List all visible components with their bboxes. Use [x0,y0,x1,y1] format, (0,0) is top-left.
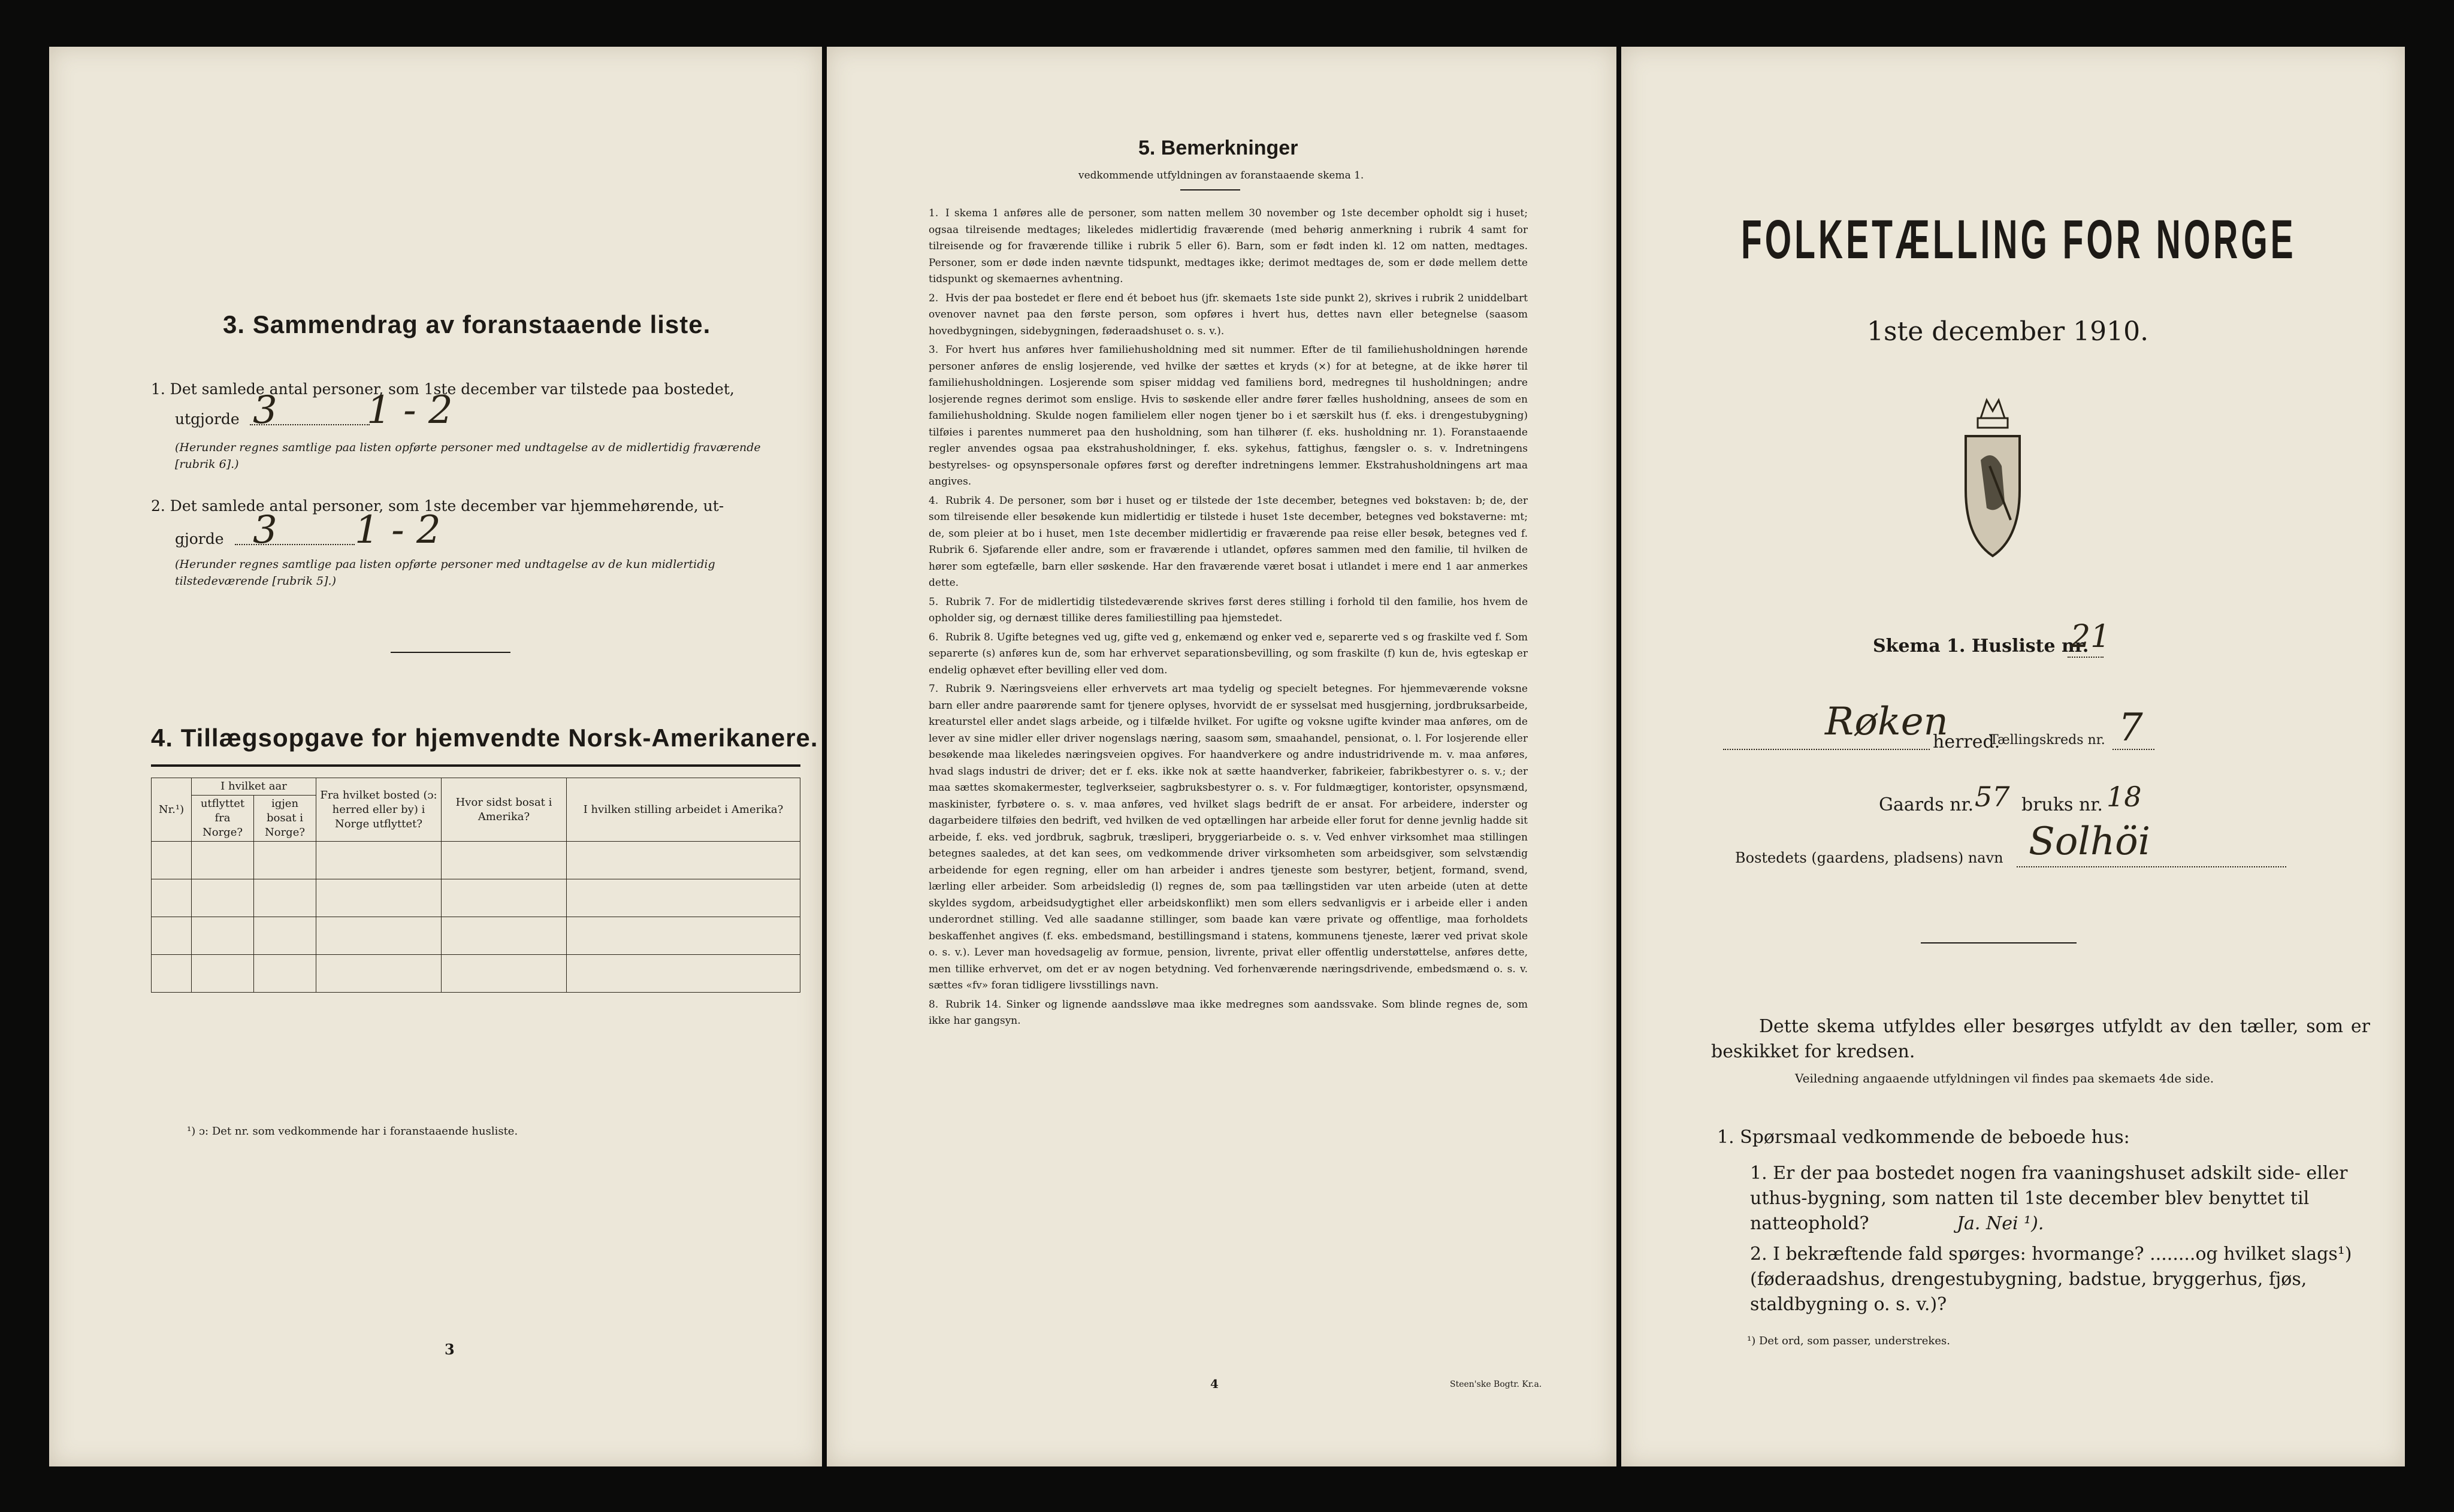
table-row [152,879,800,917]
bruks-label: bruks nr. [2021,794,2103,815]
item-2-note: (Herunder regnes samtlige paa listen opførte personer med undtagelse av de kun midlertidig tilstedeværende [rubrik 5].) [175,558,715,588]
bosted-hand: Solhöi [2029,819,2151,864]
bosted-line [2017,866,2286,867]
remarks-list [929,205,1528,1032]
kreds-hand: 7 [2118,706,2143,750]
page-4 [827,47,1616,1466]
q1-heading: 1. Spørsmaal vedkommende de beboede hus: [1717,1127,2130,1148]
skema-label: Skema 1. Husliste nr. [1873,636,2089,657]
item-1-hand-total: 3 [253,388,277,433]
form-title: FOLKETÆLLING FOR NORGE [1741,209,2296,270]
bosted-label: Bostedets (gaardens, pladsens) navn [1735,849,2003,866]
remark-text: Rubrik 7. For de midlertidig tilstedeværende skrives først deres stilling i forhold til den familie, hos hvem de opholder sig, og dernæst tillike deres familiestilling paa hjemstedet. [929,595,1528,624]
remark-text: For hvert hus anføres hver familiehusholdning med sit nummer. Efter de til familiehusholdningen hørende personer anføres de enslig losjerende, ved hvilke der sættes et kryds (×) for at betegne, at de ikke hører til familiehusholdningen. Losjerende som spiser middag ved familiens bord, medregnes til husholdningen; andre losjerende regnes derimot som enslige. Hvis to søskende eller andre fører fælles husholdning, ansees de som en familiehusholdning. Skulde nogen familielem eller nogen tjener bo i et særskilt hus (f. eks. i drengestubygning) tilføies i parentes nummeret paa den husholdning, som han tilhører (f. eks. husholdning nr. 1). Foranstaaende regler anvendes ogsaa paa ekstrahusholdninger, f. eks. sykehus, fattighus, fængsler o. s. v. Indretningens bestyrelses- og opsynspersonale opføres først og derefter indretningens lemmer. Ekstrahusholdningens art maa angives. [929,344,1528,488]
page-1 [1621,47,2405,1466]
col-utflyttet: utflyttet fra Norge? [192,796,254,842]
husliste-number: 21 [2071,619,2111,655]
herred-label: herred. [1933,731,2000,752]
remark-number: 7. [929,683,939,695]
section-4-heading: 4. Tillægsopgave for hjemvendte Norsk-Amerikanere. [151,724,818,752]
remark-item [929,291,1528,340]
col-group-aar: I hvilket aar [192,778,316,796]
instruction-text: Dette skema utfyldes eller besørges utfyldt av den tæller, som er beskikket for kredsen. [1711,1016,2370,1062]
page-number: 4 [1210,1377,1219,1391]
printer-mark: Steen'ske Bogtr. Kr.a. [1450,1380,1542,1389]
herred-line [1723,749,1930,750]
item-1-hand-range: 1 - 2 [367,388,453,433]
col-hvor: Hvor sidst bosat i Amerika? [442,778,567,842]
bruks-hand: 18 [2107,781,2142,813]
remark-item [929,681,1528,994]
remark-text: Rubrik 8. Ugifte betegnes ved ug, gifte ved g, enkemænd og enker ved e, separerte ved s og fraskilte ved f. Som separerte (s) anføres kun de, som har erhvervet separationsbevilling, og som fraskilte (f) kun de, hvis egteskap er endelig ophævet efter bevilling eller ved dom. [929,631,1528,676]
norsk-amerikanere-table [151,778,800,993]
herred-hand: Røken [1825,700,1948,744]
remark-text: Rubrik 14. Sinker og lignende aandssløve maa ikke medregnes som aandssvake. Som blinde regnes de, som ikke har gangsyn. [929,998,1528,1027]
page-3 [49,47,822,1466]
table-footnote: ¹) ɔ: Det nr. som vedkommende har i foranstaaende husliste. [187,1125,518,1138]
remark-item [929,594,1528,627]
remark-text: I skema 1 anføres alle de personer, som natten mellem 30 november og 1ste december opholdt sig i huset; ogsaa tilreisende medtages; likeledes midlertidig fraværende (med behørig anmerkning i rubrik 4 samt for tilreisende og for fraværende tillike i rubrik 5 eller 6). Barn, som er født inden kl. 12 om natten, medtages. Personer, som er døde inden nævnte tidspunkt, medtages ikke; derimot medtages de, som er døde mellem dette tidspunkt og skemaernes avhentning. [929,207,1528,285]
remark-number: 2. [929,292,939,304]
remark-item [929,630,1528,679]
gaards-hand: 57 [1975,781,2010,813]
kreds-label: Tællingskreds nr. [1990,733,2105,748]
divider [391,652,510,653]
remarks-subheading: vedkommende utfyldningen av foranstaaende skema 1. [1078,170,1364,182]
remark-item [929,342,1528,491]
col-nr: Nr.¹) [152,778,192,842]
veiledning-text: Veiledning angaaende utfyldningen vil findes paa skemaets 4de side. [1795,1071,2214,1085]
q1-2-text: 2. I bekræftende fald spørges: hvormange? ........og hvilket slags¹) (føderaadshus, drengestubygning, badstue, bryggerhus, fjøs, staldbygning o. s. v.)? [1750,1244,2352,1315]
remark-item [929,997,1528,1030]
form-date: 1ste december 1910. [1867,316,2149,347]
remark-number: 6. [929,631,939,643]
remark-item [929,205,1528,288]
item-2-hand-range: 1 - 2 [355,508,441,552]
ornament-divider [1921,942,2077,944]
remark-number: 5. [929,595,939,608]
item-2-utgjorde: gjorde [175,530,224,548]
remark-text: Rubrik 9. Næringsveiens eller erhvervets art maa tydelig og specielt betegnes. For hjemmeværende voksne barn eller andre paarørende samt for tjenere oplyses, hvorvidt de er sysselsat med husgjerning, jordbruksarbeide, kreaturstel eller andet slags arbeide, og i tilfælde hvilket. For ugifte og voksne ugifte kvinder maa anføres, om de lever av sine midler eller driver nogenslags næring, saasom søm, smaahandel, pensionat, o. l. For losjerende eller besøkende maa likeledes næringsveien opgives. For haandverkere og andre industridrivende m. v. maa anføres, hvad slags industri de driver; det er f. eks. ikke nok at sætte haandverker, fabrikeier, fabrikbestyrer o. s. v.; der maa sættes skomakermester, teglverkseier, sagbruksbestyrer o. s. v. For fuldmægtiger, kontorister, opsynsmænd, maskinister, fyrbøtere o. s. v. maa anføres, ved hvilket slags bedrift de er ansat. For arbeidere, inderster og dagarbeidere tilføies den bedrift, ved hvilken de ved optællingen har arbeide eller forut for denne jevnlig hadde sit arbeide, f. eks. ved jordbruk, sagbruk, træsliperi, bryggeriarbeide o. s. v. Ved enhver virksomhet maa stillingen betegnes saaledes, at det kan sees, om vedkommende driver virksomheten som arbeidsgiver, som selvstændig arbeidende for egen regning, eller om han arbeider i andres tjeneste som bestyrer, betjent, formand, svend, lærling eller arbeider. Som arbeidsledig (l) regnes de, som paa tællingstiden var uten arbeide (uten at dette skyldes sygdom, arbeidsudygtighet eller arbeidskonflikt) men som ellers sedvanligvis er i arbeide eller i anden underordnet stilling. Ved alle saadanne stillinger, som baade kan være private og offentlige, maa forholdets beskaffenhet angives (f. eks. embedsmand, bestillingsmand i statens, kommunens tjeneste, lærer ved privat skole o. s. v.). Lever man hovedsagelig av formue, pension, livrente, privat eller offentlig understøttelse, anføres dette, men tillike erhvervet, om det er av nogen betydning. Ved forhenværende næringsdrivende, embedsmænd o. s. v. sættes «fv» foran tidligere livsstillings navn. [929,683,1528,991]
remark-item [929,493,1528,592]
q1-1-answer: Ja. Nei ¹). [1957,1213,2044,1234]
page-number: 3 [445,1341,455,1358]
page1-footnote: ¹) Det ord, som passer, understrekes. [1747,1335,1950,1347]
remark-number: 8. [929,998,939,1011]
remarks-divider [1180,189,1240,190]
item-2-text: 2. Det samlede antal personer, som 1ste december var hjemmehørende, ut- [151,497,724,515]
remark-text: Hvis der paa bostedet er flere end ét beboet hus (jfr. skemaets 1ste side punkt 2), skrives i rubrik 2 uniddelbart ovenover navnet paa den første person, som opføres i hvert hus, dettes navn eller betegnelse (saasom hovedbygningen, sidebygningen, føderaadshuset o. s. v.). [929,292,1528,337]
item-2-hand-total: 3 [253,508,277,552]
col-stilling: I hvilken stilling arbeidet i Amerika? [567,778,800,842]
col-igjen: igjen bosat i Norge? [254,796,316,842]
section-3-heading: 3. Sammendrag av foranstaaende liste. [223,310,711,338]
remark-number: 1. [929,207,939,219]
husliste-line [2068,657,2104,658]
remarks-heading: 5. Bemerkninger [1138,137,1298,159]
table-row [152,917,800,955]
table-top-rule [151,764,800,767]
table-row [152,955,800,993]
remark-number: 4. [929,494,939,507]
remark-number: 3. [929,344,939,356]
remark-text: Rubrik 4. De personer, som bør i huset og er tilstede der 1ste december, betegnes ved bokstaven: b; de, der som tilreisende eller besøkende kun midlertidig er tilstede i huset 1ste december, betegnes ved bokstaverne: mt; de, som pleier at bo i huset, men 1ste december midlertidig er fraværende paa reise eller besøk, betegnes ved f. Rubrik 6. Sjøfarende eller andre, som er fraværende i utlandet, opføres sammen med den familie, til hvilken de hører som egtefælle, barn eller søskende. Har den fraværende været bosat i utlandet i mere end 1 aar anmerkes dette. [929,494,1528,589]
col-fra: Fra hvilket bosted (ɔ: herred eller by) i Norge utflyttet? [316,778,442,842]
gaards-label: Gaards nr. [1879,794,1974,815]
coat-of-arms-icon [1954,394,2032,562]
item-1-utgjorde: utgjorde [175,410,240,428]
item-1-note: (Herunder regnes samtlige paa listen opførte personer med undtagelse av de midlertidig fraværende [rubrik 6].) [175,441,761,471]
item-1-text: 1. Det samlede antal personer, som 1ste december var tilstede paa bostedet, [151,380,735,398]
table-row [152,842,800,879]
q1-1-text: 1. Er der paa bostedet nogen fra vaaningshuset adskilt side- eller uthus-bygning, som natten til 1ste december blev benyttet til natteophold? [1750,1163,2348,1234]
